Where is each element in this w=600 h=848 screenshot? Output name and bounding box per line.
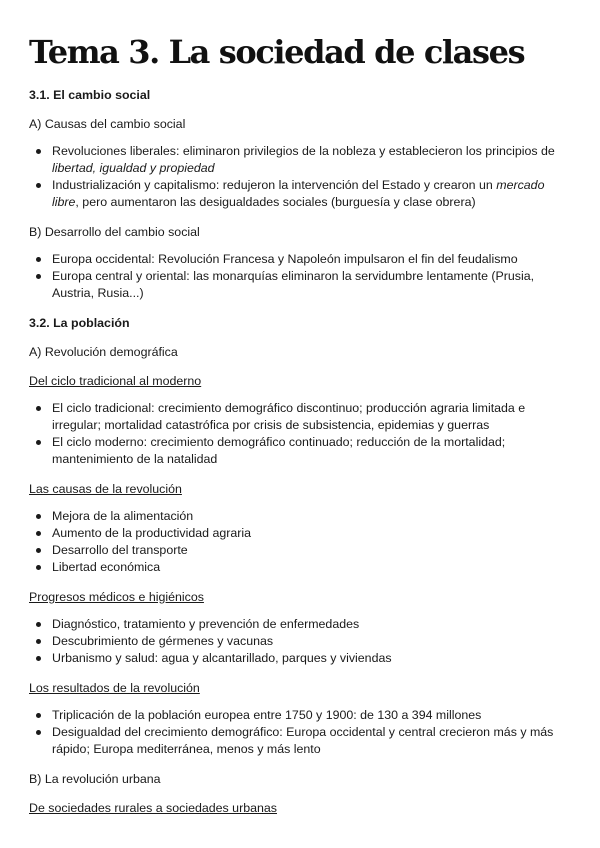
bullet-icon [36, 257, 41, 262]
list-item [29, 268, 574, 302]
topic-heading: De sociedades rurales a sociedades urbanas [29, 801, 277, 815]
bullet-list [29, 143, 574, 211]
list-item-text: El ciclo tradicional: crecimiento demográfico discontinuo; producción agraria limitada e irregular; mortalidad catastrófica por crisis de subsistencia, epidemias y guerras [52, 401, 526, 432]
list-item-text: Libertad económica [52, 560, 161, 574]
list-item-text: Desigualdad del crecimiento demográfico: Europa occidental y central crecieron más y más rápido; Europa mediterránea, menos y más lento [52, 725, 554, 756]
list-item-text: Urbanismo y salud: agua y alcantarillado, parques y viviendas [52, 651, 392, 665]
list-item [29, 707, 574, 724]
list-item [29, 559, 574, 576]
list-item [29, 633, 574, 650]
bullet-icon [36, 149, 41, 154]
list-item-emphasis: libertad, igualdad y propiedad [52, 161, 215, 175]
list-item [29, 177, 574, 211]
list-item-text: Aumento de la productividad agraria [52, 526, 252, 540]
bullet-list [29, 400, 574, 468]
bullet-list [29, 508, 574, 576]
list-item [29, 143, 574, 177]
list-item-text: Industrialización y capitalismo: redujeron la intervención del Estado y crearon un [52, 178, 497, 192]
bullet-icon [36, 548, 41, 553]
bullet-list [29, 707, 574, 758]
list-item [29, 616, 574, 633]
bullet-icon [36, 440, 41, 445]
bullet-icon [36, 531, 41, 536]
bullet-icon [36, 274, 41, 279]
list-item [29, 251, 574, 268]
subsection-heading: A) Causas del cambio social [29, 117, 186, 131]
list-item-text: , pero aumentaron las desigualdades sociales (burguesía y clase obrera) [75, 195, 476, 209]
subsection-heading: B) Desarrollo del cambio social [29, 225, 200, 239]
topic-heading: Progresos médicos e higiénicos [29, 590, 204, 604]
list-item-text: Europa occidental: Revolución Francesa y Napoleón impulsaron el fin del feudalismo [52, 252, 518, 266]
list-item-text: Mejora de la alimentación [52, 509, 194, 523]
bullet-icon [36, 713, 41, 718]
bullet-list [29, 251, 574, 302]
list-item-text: Diagnóstico, tratamiento y prevención de enfermedades [52, 617, 360, 631]
list-item [29, 650, 574, 667]
bullet-icon [36, 514, 41, 519]
list-item [29, 542, 574, 559]
list-item-text: El ciclo moderno: crecimiento demográfico continuado; reducción de la mortalidad; mantenimiento de la natalidad [52, 435, 506, 466]
bullet-icon [36, 639, 41, 644]
list-item [29, 400, 574, 434]
bullet-icon [36, 622, 41, 627]
list-item [29, 434, 574, 468]
subsection-heading: B) La revolución urbana [29, 772, 161, 786]
bullet-icon [36, 656, 41, 661]
list-item [29, 525, 574, 542]
list-item-text: Desarrollo del transporte [52, 543, 188, 557]
list-item [29, 724, 574, 758]
list-item-emphasis: mercado libre [52, 178, 545, 209]
list-item-text: Europa central y oriental: las monarquías eliminaron la servidumbre lentamente (Prusia, Austria, Rusia...) [52, 269, 535, 300]
bullet-list [29, 616, 574, 667]
bullet-icon [36, 406, 41, 411]
topic-heading: Las causas de la revolución [29, 482, 182, 496]
list-item-text: Triplicación de la población europea entre 1750 y 1900: de 130 a 394 millones [52, 708, 482, 722]
section-heading: 3.1. El cambio social [29, 88, 151, 102]
subsection-heading: A) Revolución demográfica [29, 345, 178, 359]
bullet-icon [36, 183, 41, 188]
document-page [29, 30, 574, 816]
topic-heading: Del ciclo tradicional al moderno [29, 374, 202, 388]
section-heading: 3.2. La población [29, 316, 130, 330]
list-item-text: Descubrimiento de gérmenes y vacunas [52, 634, 274, 648]
bullet-icon [36, 565, 41, 570]
bullet-icon [36, 730, 41, 735]
list-item [29, 508, 574, 525]
topic-heading: Los resultados de la revolución [29, 681, 200, 695]
page-title: Tema 3. La sociedad de clases [29, 33, 525, 71]
list-item-text: Revoluciones liberales: eliminaron privilegios de la nobleza y establecieron los principios de [52, 144, 555, 158]
